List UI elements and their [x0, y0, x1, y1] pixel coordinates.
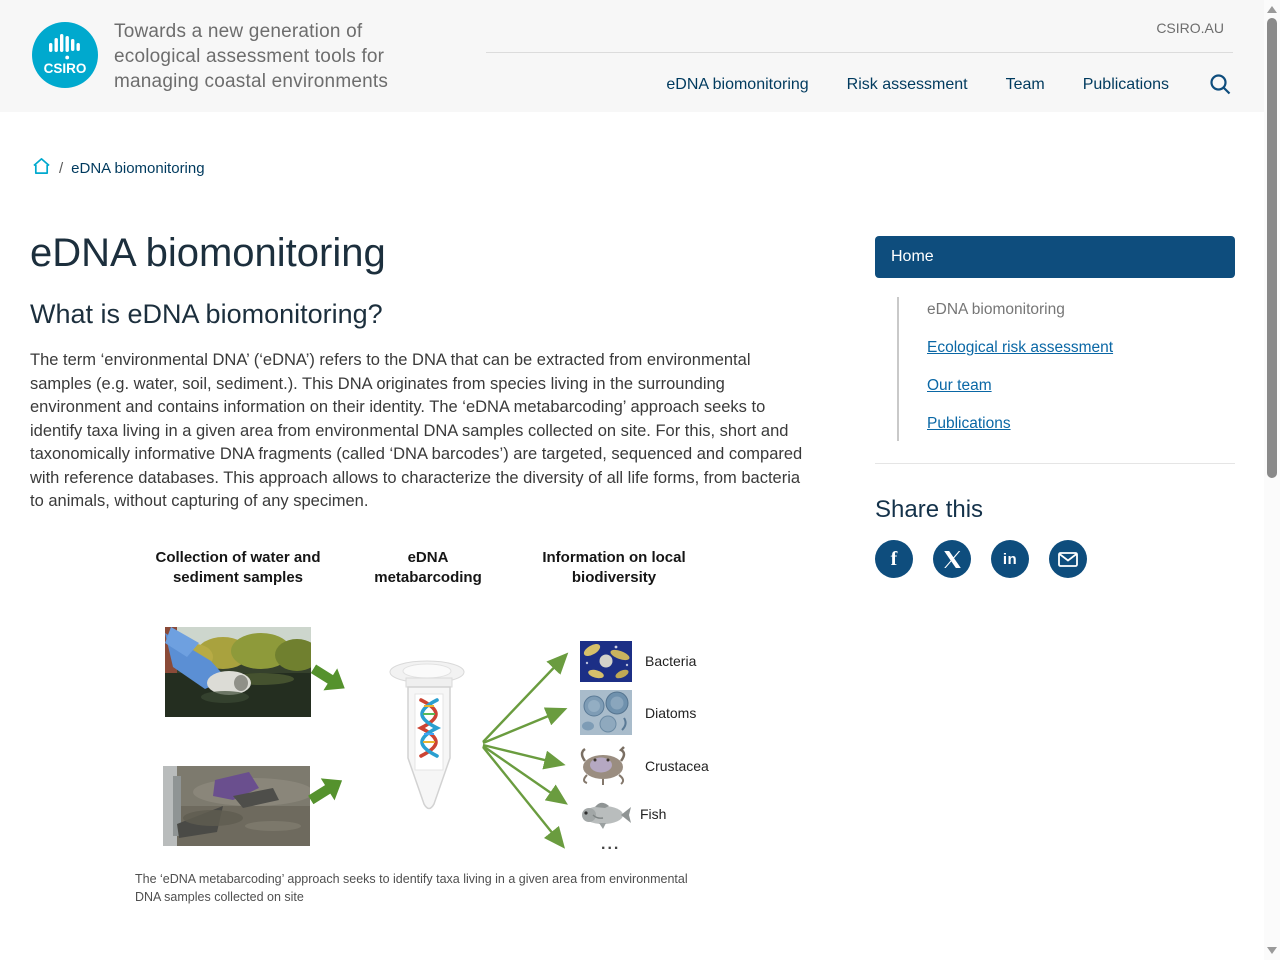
linkedin-icon[interactable]: in [991, 540, 1029, 578]
share-buttons [875, 540, 1087, 578]
header-divider [486, 52, 1233, 53]
page-title: eDNA biomonitoring [30, 231, 386, 275]
taxon-label-fish: Fish [640, 806, 667, 822]
section-heading: What is eDNA biomonitoring? [30, 299, 383, 329]
nav-risk-assessment[interactable]: Risk assessment [846, 76, 968, 93]
site-header [0, 0, 1280, 112]
figure-column3-header: Information on local biodiversity [542, 549, 686, 586]
intro-paragraph: The term ‘environmental DNA’ (‘eDNA’) refers to the DNA that can be extracted from environmental samples (e.g. water, soil, sediment.). This DNA originates from species living in the surrounding environment and contains information on their identity. The ‘eDNA metabarcoding’ approach seeks to identify taxa living in a given area from environmental DNA samples collected on site. For this, short and taxonomically informative DNA fragments (called ‘DNA barcodes’) are targeted, sequenced and compared with reference databases. This approach allows to characterize the diversity of all life forms, from bacteria to animals, without capturing of any specimen. [30, 351, 803, 510]
csiro-logo[interactable] [32, 22, 98, 88]
fish-thumbnail [577, 793, 632, 833]
breadcrumb [32, 157, 205, 179]
nav-publications[interactable]: Publications [1082, 76, 1169, 93]
csiro-au-link[interactable]: CSIRO.AU [1156, 20, 1224, 36]
nav-edna-biomonitoring[interactable]: eDNA biomonitoring [666, 76, 809, 93]
csiro-logo-text: CSIRO [43, 61, 87, 76]
taxon-label-crustacea: Crustacea [645, 758, 709, 774]
sidebar-divider [875, 463, 1235, 464]
scrollbar-up-arrow-icon[interactable] [1267, 6, 1277, 13]
email-icon[interactable] [1049, 540, 1087, 578]
breadcrumb-separator: / [59, 159, 64, 177]
sediment-sampling-photo [163, 766, 310, 846]
edna-tube-icon [387, 658, 473, 821]
sidebar-item-our-team[interactable]: Our team [927, 377, 992, 394]
figure-column2-header: eDNA metabarcoding [374, 549, 482, 586]
figure-column1-header: Collection of water and sediment samples [155, 549, 321, 586]
home-icon[interactable] [32, 157, 51, 179]
sidebar-item-publications[interactable]: Publications [927, 415, 1011, 432]
arrow-sediment-to-tube-icon [303, 766, 355, 817]
bacteria-thumbnail [580, 641, 632, 682]
main-nav [666, 72, 1233, 98]
edna-process-figure [135, 540, 721, 862]
csiro-logo-icon [32, 22, 98, 88]
x-icon[interactable] [933, 540, 971, 578]
taxon-label-diatoms: Diatoms [645, 705, 697, 721]
sidebar-section-nav [897, 297, 1235, 441]
taxa-more-ellipsis: ... [601, 836, 621, 853]
facebook-icon[interactable]: f [875, 540, 913, 578]
taxon-label-bacteria: Bacteria [645, 653, 697, 669]
sidebar-home-button[interactable]: Home [875, 236, 1235, 278]
scrollbar-thumb[interactable] [1267, 18, 1277, 478]
search-icon[interactable] [1207, 72, 1233, 98]
diatoms-thumbnail [580, 690, 632, 735]
figure-caption: The ‘eDNA metabarcoding’ approach seeks to identify taxa living in a given area from environmental DNA samples collected on site [135, 872, 688, 904]
nav-team[interactable]: Team [1005, 76, 1045, 93]
share-heading: Share this [875, 496, 984, 523]
breadcrumb-current: eDNA biomonitoring [71, 159, 205, 177]
page-scrollbar[interactable] [1264, 0, 1280, 960]
site-title: Towards a new generation of ecological assessment tools for managing coastal environments [114, 21, 389, 92]
crustacea-thumbnail [577, 743, 630, 787]
sidebar-item-ecological-risk-assessment[interactable]: Ecological risk assessment [927, 339, 1114, 356]
water-sampling-photo [165, 627, 311, 717]
scrollbar-down-arrow-icon[interactable] [1267, 947, 1277, 954]
sidebar-item-edna-biomonitoring: eDNA biomonitoring [927, 301, 1065, 318]
